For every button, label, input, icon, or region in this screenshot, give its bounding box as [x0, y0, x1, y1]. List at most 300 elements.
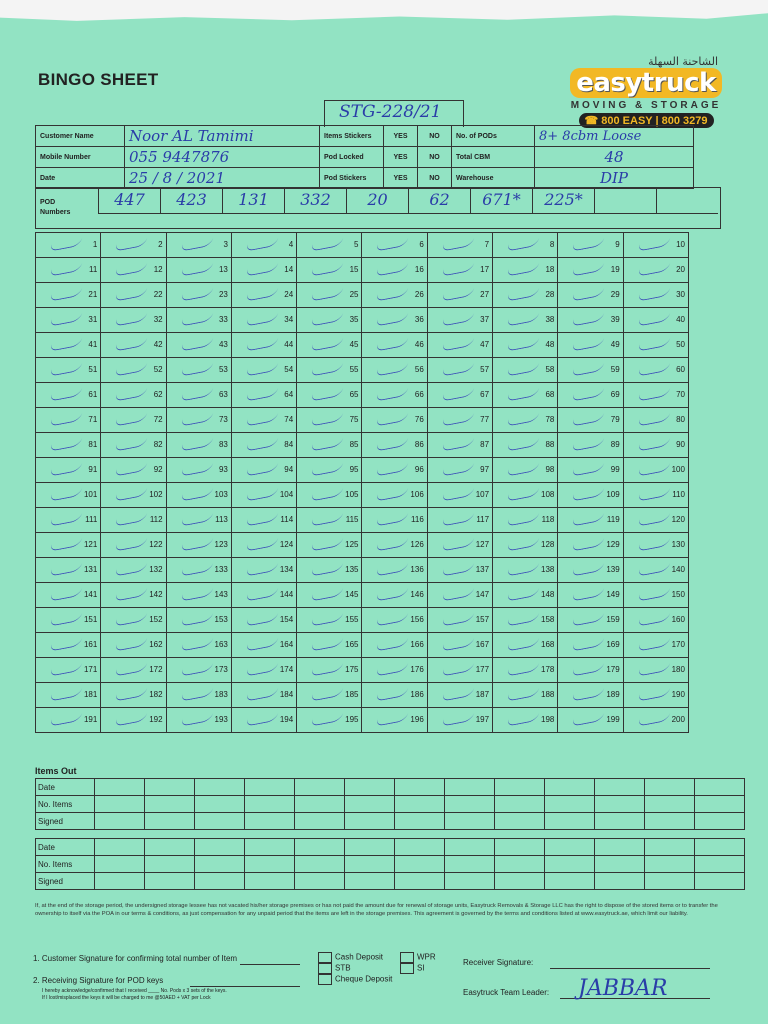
items-out-cell[interactable] [695, 779, 745, 796]
bingo-cell[interactable] [231, 608, 296, 633]
bingo-cell[interactable] [36, 283, 101, 308]
items-out-cell[interactable] [545, 856, 595, 873]
items-out-cell[interactable] [695, 839, 745, 856]
bingo-cell[interactable] [166, 458, 231, 483]
bingo-number: 150 [671, 590, 685, 599]
bingo-cell[interactable] [427, 508, 492, 533]
items-out-cell[interactable] [595, 839, 645, 856]
bingo-cell[interactable] [427, 233, 492, 258]
bingo-cell[interactable] [493, 233, 558, 258]
bingo-cell[interactable] [427, 533, 492, 558]
bingo-cell[interactable] [297, 233, 362, 258]
bingo-cell[interactable] [36, 558, 101, 583]
bingo-cell[interactable] [101, 308, 166, 333]
cash-deposit-option[interactable] [318, 952, 383, 963]
bingo-cell[interactable] [166, 408, 231, 433]
items-out-cell[interactable] [295, 839, 345, 856]
bingo-cell[interactable] [297, 708, 362, 733]
bingo-cell[interactable] [427, 383, 492, 408]
bingo-cell[interactable] [362, 608, 427, 633]
bingo-cell[interactable] [493, 483, 558, 508]
bingo-cell[interactable] [36, 333, 101, 358]
bingo-cell[interactable] [362, 683, 427, 708]
bingo-cell[interactable] [623, 283, 688, 308]
bingo-cell[interactable] [362, 333, 427, 358]
bingo-cell[interactable] [362, 583, 427, 608]
bingo-cell[interactable] [558, 683, 623, 708]
bingo-cell[interactable] [558, 358, 623, 383]
cheque-deposit-option[interactable] [318, 974, 392, 985]
bingo-cell[interactable] [362, 258, 427, 283]
check-mark-icon [114, 460, 149, 477]
bingo-cell[interactable] [166, 358, 231, 383]
bingo-cell[interactable] [623, 458, 688, 483]
bingo-cell[interactable] [101, 358, 166, 383]
items-out-cell[interactable] [345, 779, 395, 796]
bingo-cell[interactable] [166, 608, 231, 633]
bingo-cell[interactable] [297, 408, 362, 433]
bingo-cell[interactable] [493, 283, 558, 308]
bingo-cell[interactable] [101, 583, 166, 608]
bingo-cell[interactable] [623, 308, 688, 333]
items-out-cell[interactable] [645, 796, 695, 813]
bingo-cell[interactable] [231, 633, 296, 658]
items-out-cell[interactable] [445, 779, 495, 796]
bingo-cell[interactable] [36, 433, 101, 458]
bingo-cell[interactable] [36, 608, 101, 633]
bingo-cell[interactable] [362, 308, 427, 333]
items-out-cell[interactable] [195, 779, 245, 796]
items-out-cell[interactable] [145, 796, 195, 813]
bingo-cell[interactable] [623, 633, 688, 658]
bingo-cell[interactable] [101, 658, 166, 683]
bingo-cell[interactable] [493, 458, 558, 483]
bingo-cell[interactable] [623, 533, 688, 558]
items-out-cell[interactable] [445, 856, 495, 873]
bingo-cell[interactable] [623, 558, 688, 583]
bingo-cell[interactable] [101, 558, 166, 583]
items-out-cell[interactable] [195, 873, 245, 890]
bingo-cell[interactable] [558, 333, 623, 358]
bingo-cell[interactable] [558, 233, 623, 258]
items-out-cell[interactable] [495, 796, 545, 813]
items-out-cell[interactable] [295, 796, 345, 813]
bingo-cell[interactable] [623, 608, 688, 633]
bingo-cell[interactable] [558, 408, 623, 433]
bingo-cell[interactable] [231, 458, 296, 483]
bingo-cell[interactable] [558, 608, 623, 633]
bingo-cell[interactable] [101, 683, 166, 708]
bingo-cell[interactable] [36, 533, 101, 558]
bingo-number: 130 [671, 540, 685, 549]
items-out-cell[interactable] [445, 813, 495, 830]
bingo-cell[interactable] [231, 333, 296, 358]
bingo-cell[interactable] [231, 358, 296, 383]
items-out-cell[interactable] [545, 796, 595, 813]
bingo-cell[interactable] [101, 458, 166, 483]
items-out-cell[interactable] [245, 839, 295, 856]
bingo-cell[interactable] [493, 258, 558, 283]
bingo-cell[interactable] [493, 508, 558, 533]
bingo-cell[interactable] [101, 233, 166, 258]
bingo-cell[interactable] [101, 333, 166, 358]
bingo-cell[interactable] [623, 583, 688, 608]
items-out-cell[interactable] [295, 856, 345, 873]
bingo-cell[interactable] [623, 433, 688, 458]
bingo-cell[interactable] [297, 458, 362, 483]
pod-number-cell: 447 [98, 188, 160, 214]
bingo-cell[interactable] [493, 608, 558, 633]
items-out-cell[interactable] [245, 779, 295, 796]
bingo-cell[interactable] [166, 233, 231, 258]
bingo-cell[interactable] [231, 533, 296, 558]
items-out-cell[interactable] [245, 813, 295, 830]
bingo-cell[interactable] [623, 483, 688, 508]
si-checkbox[interactable] [400, 963, 414, 974]
items-out-cell[interactable] [495, 856, 545, 873]
bingo-cell[interactable] [493, 708, 558, 733]
items-out-cell[interactable] [495, 839, 545, 856]
cheque-deposit-label: Cheque Deposit [335, 974, 393, 984]
bingo-cell[interactable] [101, 483, 166, 508]
items-out-cell[interactable] [695, 873, 745, 890]
bingo-cell[interactable] [36, 658, 101, 683]
bingo-cell[interactable] [36, 358, 101, 383]
bingo-cell[interactable] [427, 658, 492, 683]
bingo-cell[interactable] [558, 508, 623, 533]
bingo-cell[interactable] [297, 508, 362, 533]
bingo-cell[interactable] [101, 508, 166, 533]
items-out-cell[interactable] [595, 813, 645, 830]
bingo-cell[interactable] [427, 283, 492, 308]
items-out-cell[interactable] [395, 856, 445, 873]
bingo-cell[interactable] [623, 708, 688, 733]
bingo-number: 10 [676, 240, 685, 249]
bingo-cell[interactable] [166, 583, 231, 608]
bingo-cell[interactable] [427, 583, 492, 608]
bingo-cell[interactable] [362, 708, 427, 733]
bingo-cell[interactable] [493, 433, 558, 458]
items-out-cell[interactable] [295, 873, 345, 890]
items-out-cell[interactable] [145, 873, 195, 890]
items-out-cell[interactable] [195, 813, 245, 830]
items-out-cell[interactable] [95, 796, 145, 813]
bingo-cell[interactable] [623, 233, 688, 258]
bingo-cell[interactable] [101, 383, 166, 408]
bingo-cell[interactable] [297, 683, 362, 708]
bingo-cell[interactable] [231, 508, 296, 533]
items-out-cell[interactable] [295, 779, 345, 796]
bingo-cell[interactable] [166, 683, 231, 708]
bingo-cell[interactable] [231, 383, 296, 408]
items-out-cell[interactable] [245, 856, 295, 873]
bingo-cell[interactable] [427, 358, 492, 383]
bingo-cell[interactable] [231, 433, 296, 458]
items-out-cell[interactable] [95, 813, 145, 830]
bingo-cell[interactable] [166, 508, 231, 533]
items-out-cell[interactable] [295, 813, 345, 830]
bingo-cell[interactable] [231, 258, 296, 283]
bingo-cell[interactable] [623, 383, 688, 408]
items-out-cell[interactable] [495, 779, 545, 796]
bingo-cell[interactable] [493, 333, 558, 358]
items-out-cell[interactable] [245, 873, 295, 890]
items-out-cell[interactable] [95, 779, 145, 796]
bingo-cell[interactable] [166, 658, 231, 683]
items-out-cell[interactable] [245, 796, 295, 813]
bingo-cell[interactable] [166, 708, 231, 733]
bingo-cell[interactable] [231, 233, 296, 258]
bingo-cell[interactable] [101, 608, 166, 633]
items-out-cell[interactable] [445, 839, 495, 856]
bingo-cell[interactable] [231, 708, 296, 733]
bingo-cell[interactable] [558, 633, 623, 658]
bingo-cell[interactable] [36, 233, 101, 258]
items-out-cell[interactable] [395, 796, 445, 813]
bingo-cell[interactable] [101, 258, 166, 283]
bingo-cell[interactable] [231, 558, 296, 583]
bingo-cell[interactable] [101, 708, 166, 733]
bingo-cell[interactable] [231, 483, 296, 508]
bingo-cell[interactable] [297, 658, 362, 683]
bingo-cell[interactable] [362, 483, 427, 508]
bingo-cell[interactable] [362, 383, 427, 408]
bingo-cell[interactable] [493, 308, 558, 333]
bingo-cell[interactable] [166, 283, 231, 308]
bingo-cell[interactable] [493, 383, 558, 408]
bingo-cell[interactable] [36, 483, 101, 508]
bingo-cell[interactable] [427, 483, 492, 508]
bingo-cell[interactable] [427, 708, 492, 733]
bingo-cell[interactable] [101, 533, 166, 558]
items-out-cell[interactable] [345, 873, 395, 890]
items-out-cell[interactable] [595, 796, 645, 813]
bingo-cell[interactable] [36, 308, 101, 333]
items-out-cell[interactable] [145, 839, 195, 856]
bingo-cell[interactable] [558, 308, 623, 333]
bingo-cell[interactable] [166, 308, 231, 333]
bingo-cell[interactable] [297, 283, 362, 308]
items-out-cell[interactable] [95, 839, 145, 856]
bingo-cell[interactable] [231, 283, 296, 308]
bingo-cell[interactable] [101, 408, 166, 433]
bingo-cell[interactable] [558, 533, 623, 558]
bingo-cell[interactable] [427, 258, 492, 283]
bingo-cell[interactable] [297, 558, 362, 583]
items-out-cell[interactable] [695, 856, 745, 873]
items-out-cell[interactable] [395, 839, 445, 856]
bingo-cell[interactable] [493, 583, 558, 608]
bingo-cell[interactable] [493, 683, 558, 708]
bingo-cell[interactable] [427, 608, 492, 633]
bingo-cell[interactable] [427, 683, 492, 708]
bingo-cell[interactable] [297, 358, 362, 383]
bingo-cell[interactable] [362, 433, 427, 458]
bingo-cell[interactable] [297, 308, 362, 333]
bingo-cell[interactable] [166, 633, 231, 658]
bingo-cell[interactable] [427, 633, 492, 658]
bingo-cell[interactable] [166, 483, 231, 508]
bingo-cell[interactable] [36, 458, 101, 483]
bingo-cell[interactable] [558, 433, 623, 458]
items-out-cell[interactable] [595, 873, 645, 890]
bingo-cell[interactable] [231, 583, 296, 608]
bingo-cell[interactable] [231, 683, 296, 708]
items-out-cell[interactable] [395, 873, 445, 890]
bingo-cell[interactable] [558, 458, 623, 483]
bingo-cell[interactable] [362, 633, 427, 658]
bingo-number: 41 [88, 340, 98, 349]
bingo-cell[interactable] [362, 358, 427, 383]
items-out-cell[interactable] [645, 813, 695, 830]
bingo-cell[interactable] [36, 258, 101, 283]
bingo-cell[interactable] [36, 683, 101, 708]
stb-option[interactable] [318, 963, 351, 974]
bingo-cell[interactable] [493, 633, 558, 658]
si-option[interactable] [400, 963, 425, 974]
bingo-cell[interactable] [493, 533, 558, 558]
bingo-row [36, 408, 689, 433]
items-out-cell[interactable] [345, 856, 395, 873]
items-out-cell[interactable] [495, 873, 545, 890]
items-out-cell[interactable] [545, 839, 595, 856]
bingo-cell[interactable] [297, 608, 362, 633]
bingo-cell[interactable] [362, 558, 427, 583]
bingo-cell[interactable] [101, 283, 166, 308]
items-out-cell[interactable] [145, 779, 195, 796]
stb-checkbox[interactable] [318, 963, 332, 974]
cash-deposit-checkbox[interactable] [318, 952, 332, 963]
wpr-option[interactable] [400, 952, 436, 963]
bingo-cell[interactable] [623, 258, 688, 283]
items-out-cell[interactable] [645, 873, 695, 890]
bingo-cell[interactable] [427, 333, 492, 358]
items-out-cell[interactable] [645, 856, 695, 873]
bingo-cell[interactable] [231, 658, 296, 683]
bingo-cell[interactable] [362, 283, 427, 308]
bingo-cell[interactable] [166, 433, 231, 458]
items-out-cell[interactable] [95, 873, 145, 890]
bingo-cell[interactable] [558, 658, 623, 683]
bingo-cell[interactable] [427, 558, 492, 583]
bingo-cell[interactable] [101, 433, 166, 458]
items-out-cell[interactable] [445, 873, 495, 890]
bingo-cell[interactable] [166, 258, 231, 283]
bingo-cell[interactable] [558, 583, 623, 608]
bingo-cell[interactable] [558, 383, 623, 408]
items-out-cell[interactable] [445, 796, 495, 813]
bingo-cell[interactable] [427, 433, 492, 458]
items-out-cell[interactable] [695, 813, 745, 830]
bingo-cell[interactable] [166, 383, 231, 408]
bingo-cell[interactable] [36, 708, 101, 733]
bingo-cell[interactable] [427, 408, 492, 433]
bingo-cell[interactable] [36, 508, 101, 533]
bingo-cell[interactable] [558, 483, 623, 508]
items-out-cell[interactable] [145, 813, 195, 830]
bingo-cell[interactable] [297, 383, 362, 408]
bingo-cell[interactable] [493, 558, 558, 583]
bingo-cell[interactable] [362, 658, 427, 683]
items-out-cell[interactable] [595, 856, 645, 873]
items-out-cell[interactable] [345, 839, 395, 856]
bingo-cell[interactable] [493, 358, 558, 383]
bingo-cell[interactable] [362, 458, 427, 483]
bingo-cell[interactable] [558, 258, 623, 283]
items-out-cell[interactable] [545, 779, 595, 796]
bingo-cell[interactable] [36, 383, 101, 408]
bingo-cell[interactable] [166, 558, 231, 583]
bingo-cell[interactable] [558, 558, 623, 583]
items-out-cell[interactable] [645, 839, 695, 856]
bingo-cell[interactable] [101, 633, 166, 658]
items-out-cell[interactable] [195, 856, 245, 873]
bingo-cell[interactable] [297, 258, 362, 283]
bingo-cell[interactable] [623, 508, 688, 533]
bingo-cell[interactable] [362, 533, 427, 558]
bingo-cell[interactable] [623, 333, 688, 358]
bingo-cell[interactable] [623, 408, 688, 433]
bingo-cell[interactable] [427, 308, 492, 333]
bingo-cell[interactable] [623, 658, 688, 683]
bingo-cell[interactable] [493, 658, 558, 683]
bingo-cell[interactable] [166, 533, 231, 558]
bingo-cell[interactable] [493, 408, 558, 433]
items-out-cell[interactable] [345, 796, 395, 813]
bingo-cell[interactable] [36, 583, 101, 608]
bingo-cell[interactable] [297, 583, 362, 608]
bingo-number: 102 [149, 490, 163, 499]
bingo-cell[interactable] [297, 483, 362, 508]
bingo-cell[interactable] [231, 408, 296, 433]
items-out-cell[interactable] [95, 856, 145, 873]
bingo-cell[interactable] [362, 508, 427, 533]
bingo-cell[interactable] [362, 233, 427, 258]
bingo-cell[interactable] [623, 358, 688, 383]
check-mark-icon [310, 285, 345, 302]
bingo-cell[interactable] [623, 683, 688, 708]
items-out-cell[interactable] [695, 796, 745, 813]
items-out-cell[interactable] [595, 779, 645, 796]
bingo-cell[interactable] [427, 458, 492, 483]
items-out-cell[interactable] [195, 796, 245, 813]
cheque-deposit-checkbox[interactable] [318, 974, 332, 985]
bingo-cell[interactable] [297, 533, 362, 558]
bingo-cell[interactable] [36, 408, 101, 433]
bingo-cell[interactable] [166, 333, 231, 358]
bingo-cell[interactable] [297, 333, 362, 358]
items-out-cell[interactable] [645, 779, 695, 796]
wpr-checkbox[interactable] [400, 952, 414, 963]
items-out-cell[interactable] [395, 779, 445, 796]
items-out-cell[interactable] [345, 813, 395, 830]
items-out-cell[interactable] [545, 873, 595, 890]
items-out-cell[interactable] [495, 813, 545, 830]
bingo-cell[interactable] [231, 308, 296, 333]
check-mark-icon [440, 235, 475, 252]
pod-number-cell [594, 188, 656, 214]
bingo-cell[interactable] [558, 283, 623, 308]
bingo-cell[interactable] [558, 708, 623, 733]
bingo-cell[interactable] [362, 408, 427, 433]
bingo-cell[interactable] [297, 433, 362, 458]
bingo-cell[interactable] [297, 633, 362, 658]
items-out-cell[interactable] [545, 813, 595, 830]
items-out-cell[interactable] [395, 813, 445, 830]
bingo-cell[interactable] [36, 633, 101, 658]
items-out-cell[interactable] [145, 856, 195, 873]
items-out-cell[interactable] [195, 839, 245, 856]
